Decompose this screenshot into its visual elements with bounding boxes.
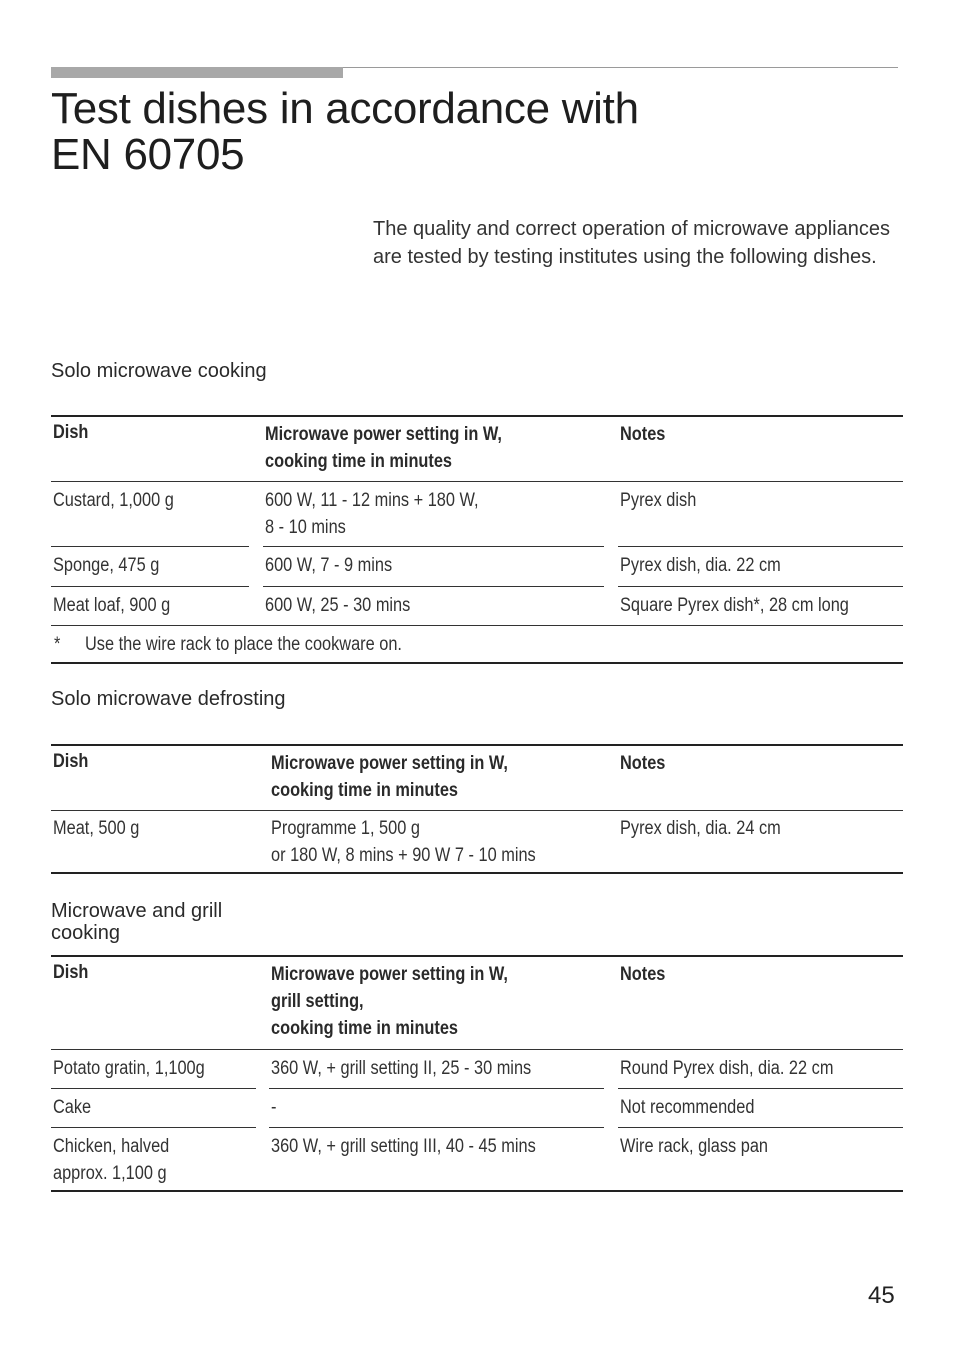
column-header-notes: Notes <box>620 753 666 774</box>
table-bottom-rule <box>51 1190 903 1192</box>
table-cell-dish: Meat, 500 g <box>53 818 140 839</box>
table-cell-power: 360 W, + grill setting III, 40 - 45 mins <box>271 1136 536 1157</box>
row-rule <box>618 1127 903 1128</box>
page-title <box>51 86 639 178</box>
row-rule <box>51 586 249 587</box>
table-cell-power: 600 W, 7 - 9 mins <box>265 555 393 576</box>
table-cell-dish: Sponge, 475 g <box>53 555 160 576</box>
table-cell-notes: Pyrex dish, dia. 22 cm <box>620 555 781 576</box>
header-rule <box>51 1049 903 1050</box>
table-cell-notes: Not recommended <box>620 1097 755 1118</box>
section-heading-microwave-grill: Microwave and grill cooking <box>51 900 223 944</box>
table-cell-dish: Custard, 1,000 g <box>53 490 174 511</box>
column-header-notes: Notes <box>620 424 666 445</box>
column-header-dish: Dish <box>53 751 89 772</box>
intro-paragraph: The quality and correct operation of microwave appliances are tested by testing institutes using the following dishes. <box>373 218 890 268</box>
table-cell-notes: Round Pyrex dish, dia. 22 cm <box>620 1058 834 1079</box>
table-bottom-rule <box>51 872 903 874</box>
table-cell-power: Programme 1, 500 g or 180 W, 8 mins + 90 W 7 - 10 mins <box>271 818 536 866</box>
row-rule <box>269 1088 604 1089</box>
row-rule <box>51 625 903 626</box>
table-cell-power: 600 W, 11 - 12 mins + 180 W, 8 - 10 mins <box>265 490 479 538</box>
table-cell-power: 360 W, + grill setting II, 25 - 30 mins <box>271 1058 532 1079</box>
row-rule <box>618 586 903 587</box>
section-heading-solo-cooking: Solo microwave cooking <box>51 360 267 382</box>
row-rule <box>618 1088 903 1089</box>
header-bar-accent <box>51 67 343 78</box>
table-bottom-rule <box>51 662 903 664</box>
row-rule <box>263 586 604 587</box>
table-cell-notes: Square Pyrex dish*, 28 cm long <box>620 595 849 616</box>
footnote-text: Use the wire rack to place the cookware on. <box>85 634 402 655</box>
column-header-dish: Dish <box>53 422 89 443</box>
column-header-power: Microwave power setting in W, grill setting, cooking time in minutes <box>271 964 508 1039</box>
page-title-line-1: Test dishes in accordance with <box>51 84 639 133</box>
page-title-line-2: EN 60705 <box>51 130 245 179</box>
table-top-rule <box>51 415 903 417</box>
row-rule <box>269 1127 604 1128</box>
column-header-power: Microwave power setting in W, cooking time in minutes <box>271 753 508 801</box>
header-rule <box>51 481 903 482</box>
row-rule <box>51 1127 256 1128</box>
table-top-rule <box>51 744 903 746</box>
table-cell-dish: Cake <box>53 1097 92 1118</box>
table-cell-dish: Chicken, halved approx. 1,100 g <box>53 1136 170 1184</box>
table-cell-notes: Wire rack, glass pan <box>620 1136 769 1157</box>
row-rule <box>51 546 249 547</box>
column-header-power: Microwave power setting in W, cooking time in minutes <box>265 424 502 472</box>
header-rule <box>51 810 903 811</box>
row-rule <box>618 546 903 547</box>
table-cell-dish: Meat loaf, 900 g <box>53 595 171 616</box>
table-cell-notes: Pyrex dish <box>620 490 697 511</box>
row-rule <box>51 1088 256 1089</box>
table-cell-dish: Potato gratin, 1,100g <box>53 1058 205 1079</box>
column-header-dish: Dish <box>53 962 89 983</box>
footnote-marker: * <box>54 634 61 655</box>
table-cell-notes: Pyrex dish, dia. 24 cm <box>620 818 781 839</box>
table-cell-power: - <box>271 1097 277 1118</box>
page-number: 45 <box>868 1282 895 1309</box>
section-heading-solo-defrosting: Solo microwave defrosting <box>51 688 286 710</box>
table-cell-power: 600 W, 25 - 30 mins <box>265 595 411 616</box>
column-header-notes: Notes <box>620 964 666 985</box>
header-rule <box>343 67 898 68</box>
row-rule <box>263 546 604 547</box>
table-top-rule <box>51 955 903 957</box>
